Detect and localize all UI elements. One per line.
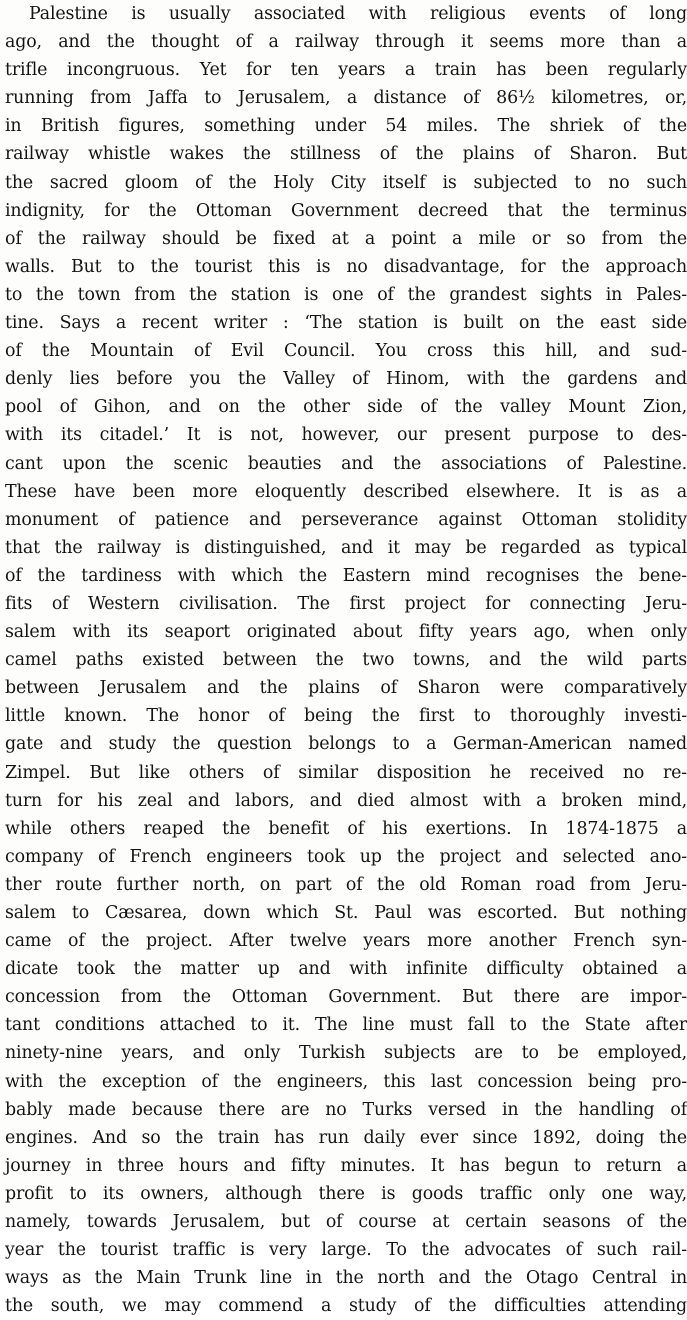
text-line: salem with its seaport originated about fifty years ago, when only	[5, 622, 687, 643]
text-line: between Jerusalem and the plains of Sharon were comparatively	[5, 678, 687, 699]
text-line: denly lies before you the Valley of Hinom, with the gardens and	[5, 369, 687, 390]
text-line: came of the project. After twelve years more another French syn-	[5, 931, 687, 952]
text-line: engines. And so the train has run daily ever since 1892, doing the	[5, 1127, 687, 1148]
text-line: pool of Gihon, and on the other side of the valley Mount Zion,	[5, 397, 687, 418]
text-line: tine. Says a recent writer : ‘The station is built on the east side	[5, 313, 687, 334]
text-line: dicate took the matter up and with infinite difficulty obtained a	[5, 959, 687, 980]
text-line: namely, towards Jerusalem, but of course at certain seasons of the	[5, 1212, 687, 1233]
text-line: indignity, for the Ottoman Government decreed that the terminus	[5, 200, 687, 221]
text-line: salem to Cæsarea, down which St. Paul was escorted. But nothing	[5, 903, 687, 923]
text-line: company of French engineers took up the project and selected ano-	[5, 846, 687, 867]
text-line: camel paths existed between the two towns, and the wild parts	[5, 650, 687, 671]
text-line: ther route further north, on part of the old Roman road from Jeru-	[5, 874, 687, 895]
text-line: journey in three hours and fifty minutes. It has begun to return a	[5, 1155, 687, 1176]
text-line: little known. The honor of being the first to thoroughly investi-	[5, 706, 687, 727]
text-line: while others reaped the benefit of his exertions. In 1874-1875 a	[5, 818, 687, 839]
text-line: the south, we may commend a study of the difficulties attending	[5, 1296, 687, 1317]
text-line: tant conditions attached to it. The line must fall to the State after	[5, 1015, 687, 1036]
text-line: gate and study the question belongs to a German-American named	[5, 734, 687, 755]
text-line: ninety-nine years, and only Turkish subjects are to be employed,	[5, 1043, 687, 1064]
text-line: walls. But to the tourist this is no disadvantage, for the approach	[5, 256, 687, 277]
text-line: that the railway is distinguished, and it may be regarded as typical	[5, 537, 687, 558]
text-line: fits of Western civilisation. The first project for connecting Jeru-	[5, 593, 687, 614]
text-line: in British figures, something under 54 miles. The shriek of the	[5, 116, 687, 137]
text-line: concession from the Ottoman Government. But there are impor-	[5, 987, 687, 1008]
text-line: ago, and the thought of a railway through it seems more than a	[5, 32, 687, 53]
text-line: monument of patience and perseverance against Ottoman stolidity	[5, 509, 687, 530]
text-line: of the Mountain of Evil Council. You cross this hill, and sud-	[5, 341, 687, 362]
text-line: bably made because there are no Turks versed in the handling of	[5, 1099, 687, 1120]
article-column	[5, 0, 687, 1320]
text-line: turn for his zeal and labors, and died almost with a broken mind,	[5, 790, 687, 811]
text-line: of the railway should be fixed at a point a mile or so from the	[5, 228, 687, 249]
text-line: cant upon the scenic beauties and the associations of Palestine.	[5, 453, 687, 474]
text-line: to the town from the station is one of the grandest sights in Pales-	[5, 284, 687, 305]
text-line: profit to its owners, although there is goods traffic only one way,	[5, 1183, 687, 1204]
text-line: Zimpel. But like others of similar disposition he received no re-	[5, 762, 687, 783]
text-line: with the exception of the engineers, this last concession being pro-	[5, 1071, 687, 1092]
text-line: with its citadel.’ It is not, however, our present purpose to des-	[5, 425, 687, 446]
text-line: ways as the Main Trunk line in the north and the Otago Central in	[5, 1268, 687, 1289]
text-line: railway whistle wakes the stillness of the plains of Sharon. But	[5, 144, 687, 165]
text-line: These have been more eloquently described elsewhere. It is as a	[5, 481, 687, 502]
text-line: trifle incongruous. Yet for ten years a train has been regularly	[5, 60, 687, 81]
text-line: the sacred gloom of the Holy City itself is subjected to no such	[5, 172, 687, 193]
text-line: Palestine is usually associated with religious events of long	[29, 4, 687, 24]
text-line: of the tardiness with which the Eastern mind recognises the bene-	[5, 565, 687, 586]
text-line: running from Jaffa to Jerusalem, a distance of 86½ kilometres, or,	[5, 88, 687, 109]
text-line: year the tourist traffic is very large. To the advocates of such rail-	[5, 1240, 687, 1261]
